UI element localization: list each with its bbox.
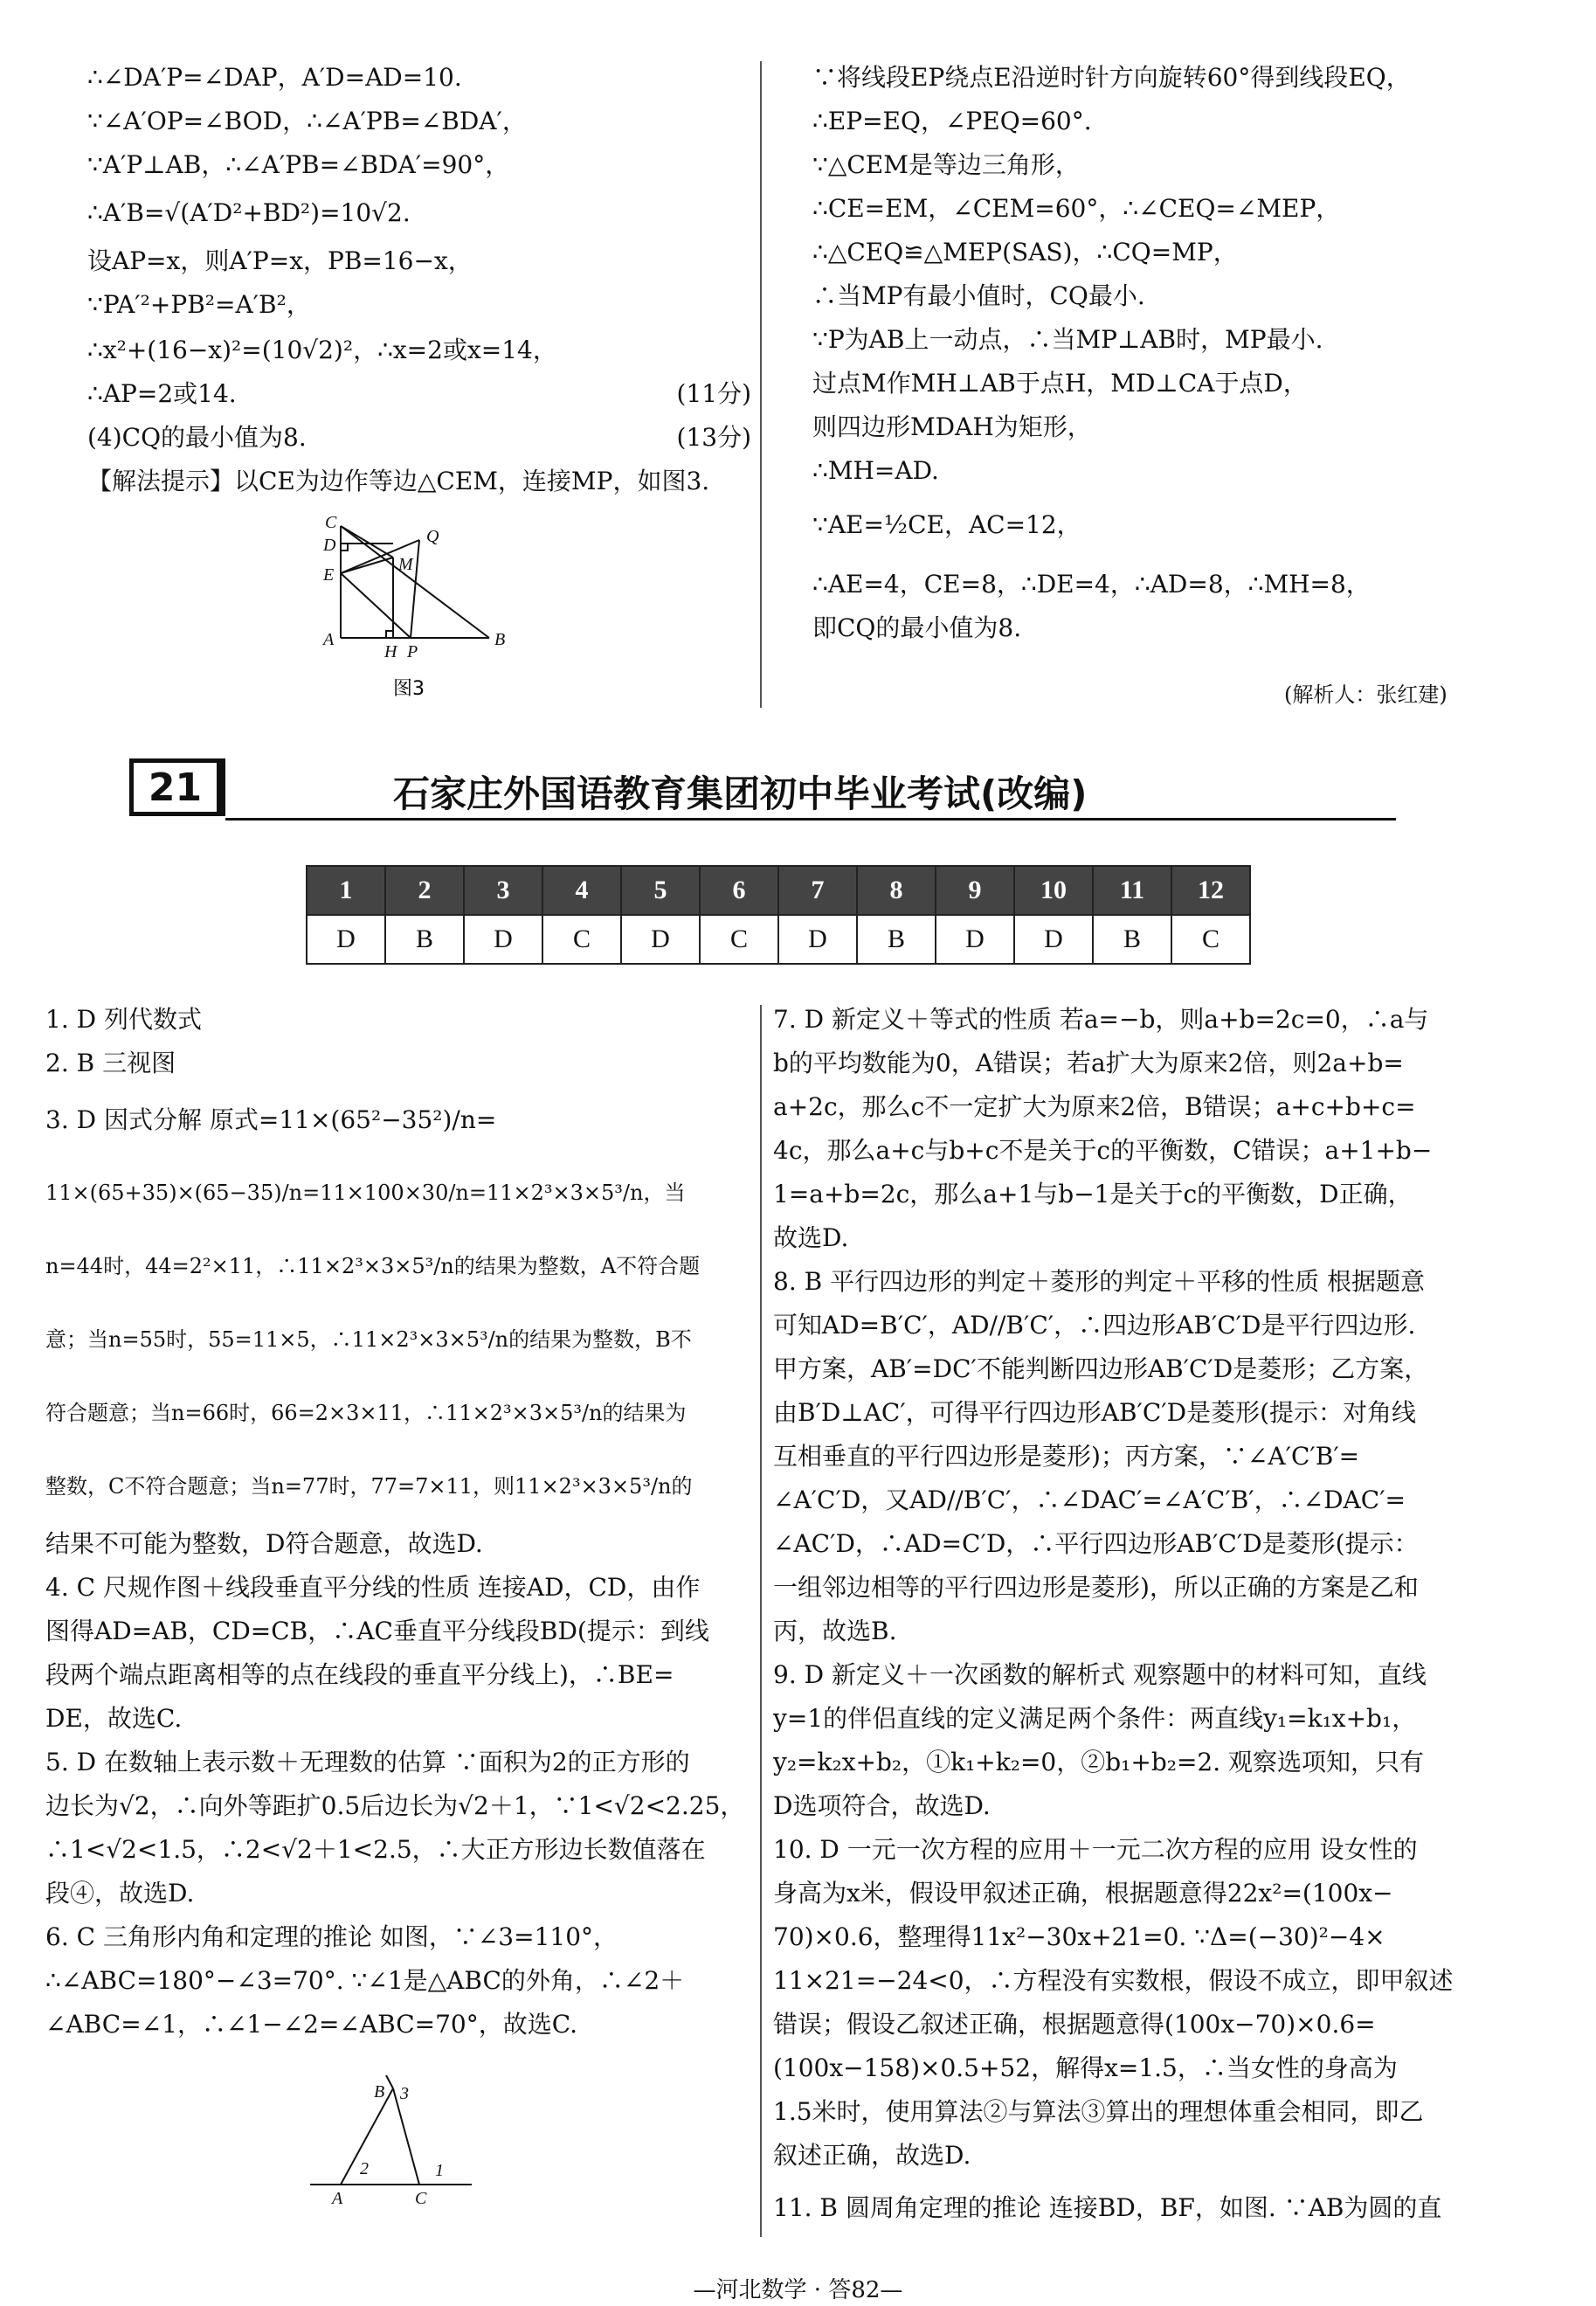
text-line: a+2c，那么c不一定扩大为原来2倍，B错误；a+c+b+c= [773, 1092, 1416, 1121]
text-line: 1.5米时，使用算法②与算法③算出的理想体重会相同，即乙 [773, 2097, 1424, 2126]
text-line: ∴当MP有最小值时，CQ最小. [812, 281, 1145, 310]
answer-cell: C [1171, 915, 1250, 964]
fig-label: A [332, 2189, 343, 2208]
text-line: y=1的伴侣直线的定义满足两个条件：两直线y₁=k₁x+b₁， [773, 1704, 1417, 1733]
score-label: (11分) [676, 379, 751, 408]
analyst-credit: (解析人：张红建) [1284, 682, 1447, 707]
text-line: 11×(65+35)×(65−35)/n=11×100×30/n=11×2³×3×5³/n，当 [45, 1181, 686, 1205]
text-line: 7. D 新定义＋等式的性质 若a=−b，则a+b=2c=0，∴a与 [773, 1005, 1429, 1034]
fig-caption: 图3 [393, 678, 425, 700]
text-line: 段④，故选D. [45, 1879, 195, 1908]
text-line: ∵P为AB上一动点，∴当MP⊥AB时，MP最小. [812, 325, 1323, 354]
text-line: 3. D 因式分解 原式=11×(65²−35²)/n= [45, 1105, 497, 1134]
fig-label: 2 [360, 2159, 369, 2178]
text-line: 一组邻边相等的平行四边形是菱形)，所以正确的方案是乙和 [773, 1573, 1419, 1602]
question-number: 4 [542, 866, 621, 915]
text-line: ∵PA′²+PB²=A′B²， [87, 290, 311, 319]
text-line: ∴MH=AD. [812, 456, 939, 485]
text-line: ∴1<√2<1.5，∴2<√2＋1<2.5，∴大正方形边长数值落在 [45, 1835, 706, 1864]
text-line: 故选D. [773, 1223, 849, 1252]
text-line: ∴△CEQ≌△MEP(SAS)，∴CQ=MP， [812, 238, 1238, 267]
text-line: 叙述正确，故选D. [773, 2141, 971, 2170]
question-number: 11 [1093, 866, 1171, 915]
answer-cell: D [307, 915, 385, 964]
fig-label: M [398, 555, 413, 574]
text-line: (100x−158)×0.5+52，解得x=1.5，∴当女性的身高为 [773, 2053, 1398, 2082]
text-line: (4)CQ的最小值为8. [87, 423, 307, 452]
fig-label: C [415, 2189, 427, 2208]
text-line: 由B′D⊥AC′，可得平行四边形AB′C′D是菱形(提示：对角线 [773, 1398, 1417, 1427]
text-line: 4. C 尺规作图＋线段垂直平分线的性质 连接AD，CD，由作 [45, 1573, 701, 1602]
question-number: 7 [778, 866, 857, 915]
triangle-figure [306, 2071, 480, 2211]
question-number: 2 [385, 866, 464, 915]
text-line: 符合题意；当n=66时，66=2×3×11，∴11×2³×3×5³/n的结果为 [45, 1401, 687, 1425]
text-line: 设AP=x，则A′P=x，PB=16−x， [87, 246, 473, 275]
text-line: ∴EP=EQ，∠PEQ=60°. [812, 107, 1092, 135]
text-line: ∠ABC=∠1，∴∠1−∠2=∠ABC=70°，故选C. [45, 2010, 578, 2039]
answer-cell: B [857, 915, 936, 964]
text-line: ∠A′C′D，又AD//B′C′，∴∠DAC′=∠A′C′B′，∴∠DAC′= [773, 1485, 1406, 1514]
answer-table-answer-row [307, 915, 1250, 964]
answer-cell: C [542, 915, 621, 964]
score-label: (13分) [676, 423, 751, 452]
answer-cell: D [778, 915, 857, 964]
text-line: 边长为√2，∴向外等距扩0.5后边长为√2＋1，∵1<√2<2.25， [45, 1791, 745, 1820]
text-line: b的平均数能为0，A错误；若a扩大为原来2倍，则2a+b= [773, 1049, 1404, 1077]
text-line: ∵A′P⊥AB，∴∠A′PB=∠BDA′=90°， [87, 150, 510, 179]
text-line: ∴A′B=√(A′D²+BD²)=10√2. [87, 198, 411, 227]
text-line: 甲方案，AB′=DC′不能判断四边形AB′C′D是菱形；乙方案， [773, 1354, 1429, 1383]
fig-label: P [407, 642, 418, 661]
text-line: 身高为x米，假设甲叙述正确，根据题意得22x²=(100x− [773, 1879, 1393, 1908]
text-line: ∴∠DA′P=∠DAP，A′D=AD=10. [87, 63, 462, 92]
answer-cell: D [621, 915, 700, 964]
text-line: 丙，故选B. [773, 1617, 897, 1645]
fig-label: B [494, 630, 506, 649]
text-line: 1=a+b=2c，那么a+1与b−1是关于c的平衡数，D正确， [773, 1180, 1413, 1208]
question-number: 6 [700, 866, 778, 915]
question-number: 10 [1014, 866, 1093, 915]
fig-label: C [325, 516, 337, 532]
section-title: 石家庄外国语教育集团初中毕业考试(改编) [393, 772, 1088, 815]
text-line: 结果不可能为整数，D符合题意，故选D. [45, 1529, 483, 1558]
text-line: 错误；假设乙叙述正确，根据题意得(100x−70)×0.6= [773, 2010, 1376, 2039]
text-line: 70)×0.6，整理得11x²−30x+21=0. ∵Δ=(−30)²−4× [773, 1922, 1385, 1951]
fig-label: Q [426, 527, 439, 546]
text-line: 9. D 新定义＋一次函数的解析式 观察题中的材料可知，直线 [773, 1660, 1427, 1689]
text-line: 段两个端点距离相等的点在线段的垂直平分线上)，∴BE= [45, 1660, 674, 1689]
text-line: ∴∠ABC=180°−∠3=70°. ∵∠1是△ABC的外角，∴∠2＋ [45, 1966, 685, 1995]
fig-label: E [323, 565, 335, 585]
text-line: 可知AD=B′C′，AD//B′C′，∴四边形AB′C′D是平行四边形. [773, 1311, 1416, 1340]
text-line: ∵AE=½CE，AC=12， [812, 510, 1081, 539]
section-number: 21 [129, 758, 225, 816]
question-number: 12 [1171, 866, 1250, 915]
text-line: 2. B 三视图 [45, 1049, 176, 1077]
text-line: 【解法提示】以CE为边作等边△CEM，连接MP，如图3. [87, 467, 710, 495]
fig-label: D [323, 536, 336, 555]
text-line: 5. D 在数轴上表示数＋无理数的估算 ∵面积为2的正方形的 [45, 1748, 690, 1776]
text-line: ∠AC′D，∴AD=C′D，∴平行四边形AB′C′D是菱形(提示： [773, 1529, 1419, 1558]
text-line: ∵将线段EP绕点E沿逆时针方向旋转60°得到线段EQ， [812, 63, 1411, 92]
answer-cell: B [1093, 915, 1171, 964]
text-line: 4c，那么a+c与b+c不是关于c的平衡数，C错误；a+1+b− [773, 1136, 1433, 1165]
text-line: 11×21=−24<0，∴方程没有实数根，假设不成立，即甲叙述 [773, 1966, 1454, 1995]
text-line: n=44时，44=2²×11，∴11×2³×3×5³/n的结果为整数，A不符合题 [45, 1254, 701, 1278]
question-number: 5 [621, 866, 700, 915]
answer-cell: B [385, 915, 464, 964]
text-line: ∴AP=2或14. [87, 379, 237, 408]
answer-table-header-row [307, 866, 1250, 915]
answer-cell: D [936, 915, 1014, 964]
fig-label: A [323, 630, 335, 649]
text-line: ∵∠A′OP=∠BOD，∴∠A′PB=∠BDA′， [87, 107, 527, 135]
text-line: 互相垂直的平行四边形是菱形)；丙方案，∵∠A′C′B′= [773, 1442, 1360, 1471]
question-number: 9 [936, 866, 1014, 915]
text-line: D选项符合，故选D. [773, 1791, 991, 1820]
text-line: ∴CE=EM，∠CEM=60°，∴∠CEQ=∠MEP， [812, 194, 1341, 223]
figure-3 [314, 516, 524, 708]
text-line: 8. B 平行四边形的判定＋菱形的判定＋平移的性质 根据题意 [773, 1267, 1425, 1296]
answer-cell: D [1014, 915, 1093, 964]
text-line: ∴x²+(16−x)²=(10√2)²，∴x=2或x=14， [87, 336, 557, 364]
answer-cell: D [464, 915, 542, 964]
text-line: 过点M作MH⊥AB于点H，MD⊥CA于点D， [812, 369, 1308, 398]
text-line: 即CQ的最小值为8. [812, 613, 1022, 642]
column-divider [760, 61, 762, 708]
fig-label: 3 [400, 2084, 409, 2103]
text-line: 1. D 列代数式 [45, 1005, 202, 1034]
question-number: 1 [307, 866, 385, 915]
answer-cell: C [700, 915, 778, 964]
answer-table [306, 865, 1251, 965]
fig-label: B [374, 2082, 385, 2102]
text-line: 10. D 一元一次方程的应用＋一元二次方程的应用 设女性的 [773, 1835, 1418, 1864]
text-line: y₂=k₂x+b₂，①k₁+k₂=0，②b₁+b₂=2. 观察选项知，只有 [773, 1748, 1425, 1776]
column-divider [760, 1005, 762, 2237]
text-line: ∴AE=4，CE=8，∴DE=4，∴AD=8，∴MH=8， [812, 570, 1371, 599]
question-number: 3 [464, 866, 542, 915]
question-number: 8 [857, 866, 936, 915]
text-line: ∵△CEM是等边三角形， [812, 150, 1080, 179]
fig-label: 1 [435, 2161, 444, 2180]
section-rule [225, 818, 1396, 821]
text-line: DE，故选C. [45, 1704, 183, 1733]
text-line: 整数，C不符合题意；当n=77时，77=7×11，则11×2³×3×5³/n的 [45, 1474, 693, 1499]
text-line: 6. C 三角形内角和定理的推论 如图，∵∠3=110°， [45, 1922, 618, 1951]
page-footer: —河北数学 · 答82— [693, 2277, 903, 2303]
text-line: 意；当n=55时，55=11×5，∴11×2³×3×5³/n的结果为整数，B不 [45, 1327, 692, 1352]
fig-label: H [384, 642, 397, 661]
text-line: 11. B 圆周角定理的推论 连接BD，BF，如图. ∵AB为圆的直 [773, 2193, 1442, 2222]
text-line: 则四边形MDAH为矩形， [812, 412, 1092, 441]
text-line: 图得AD=AB，CD=CB，∴AC垂直平分线段BD(提示：到线 [45, 1617, 709, 1645]
